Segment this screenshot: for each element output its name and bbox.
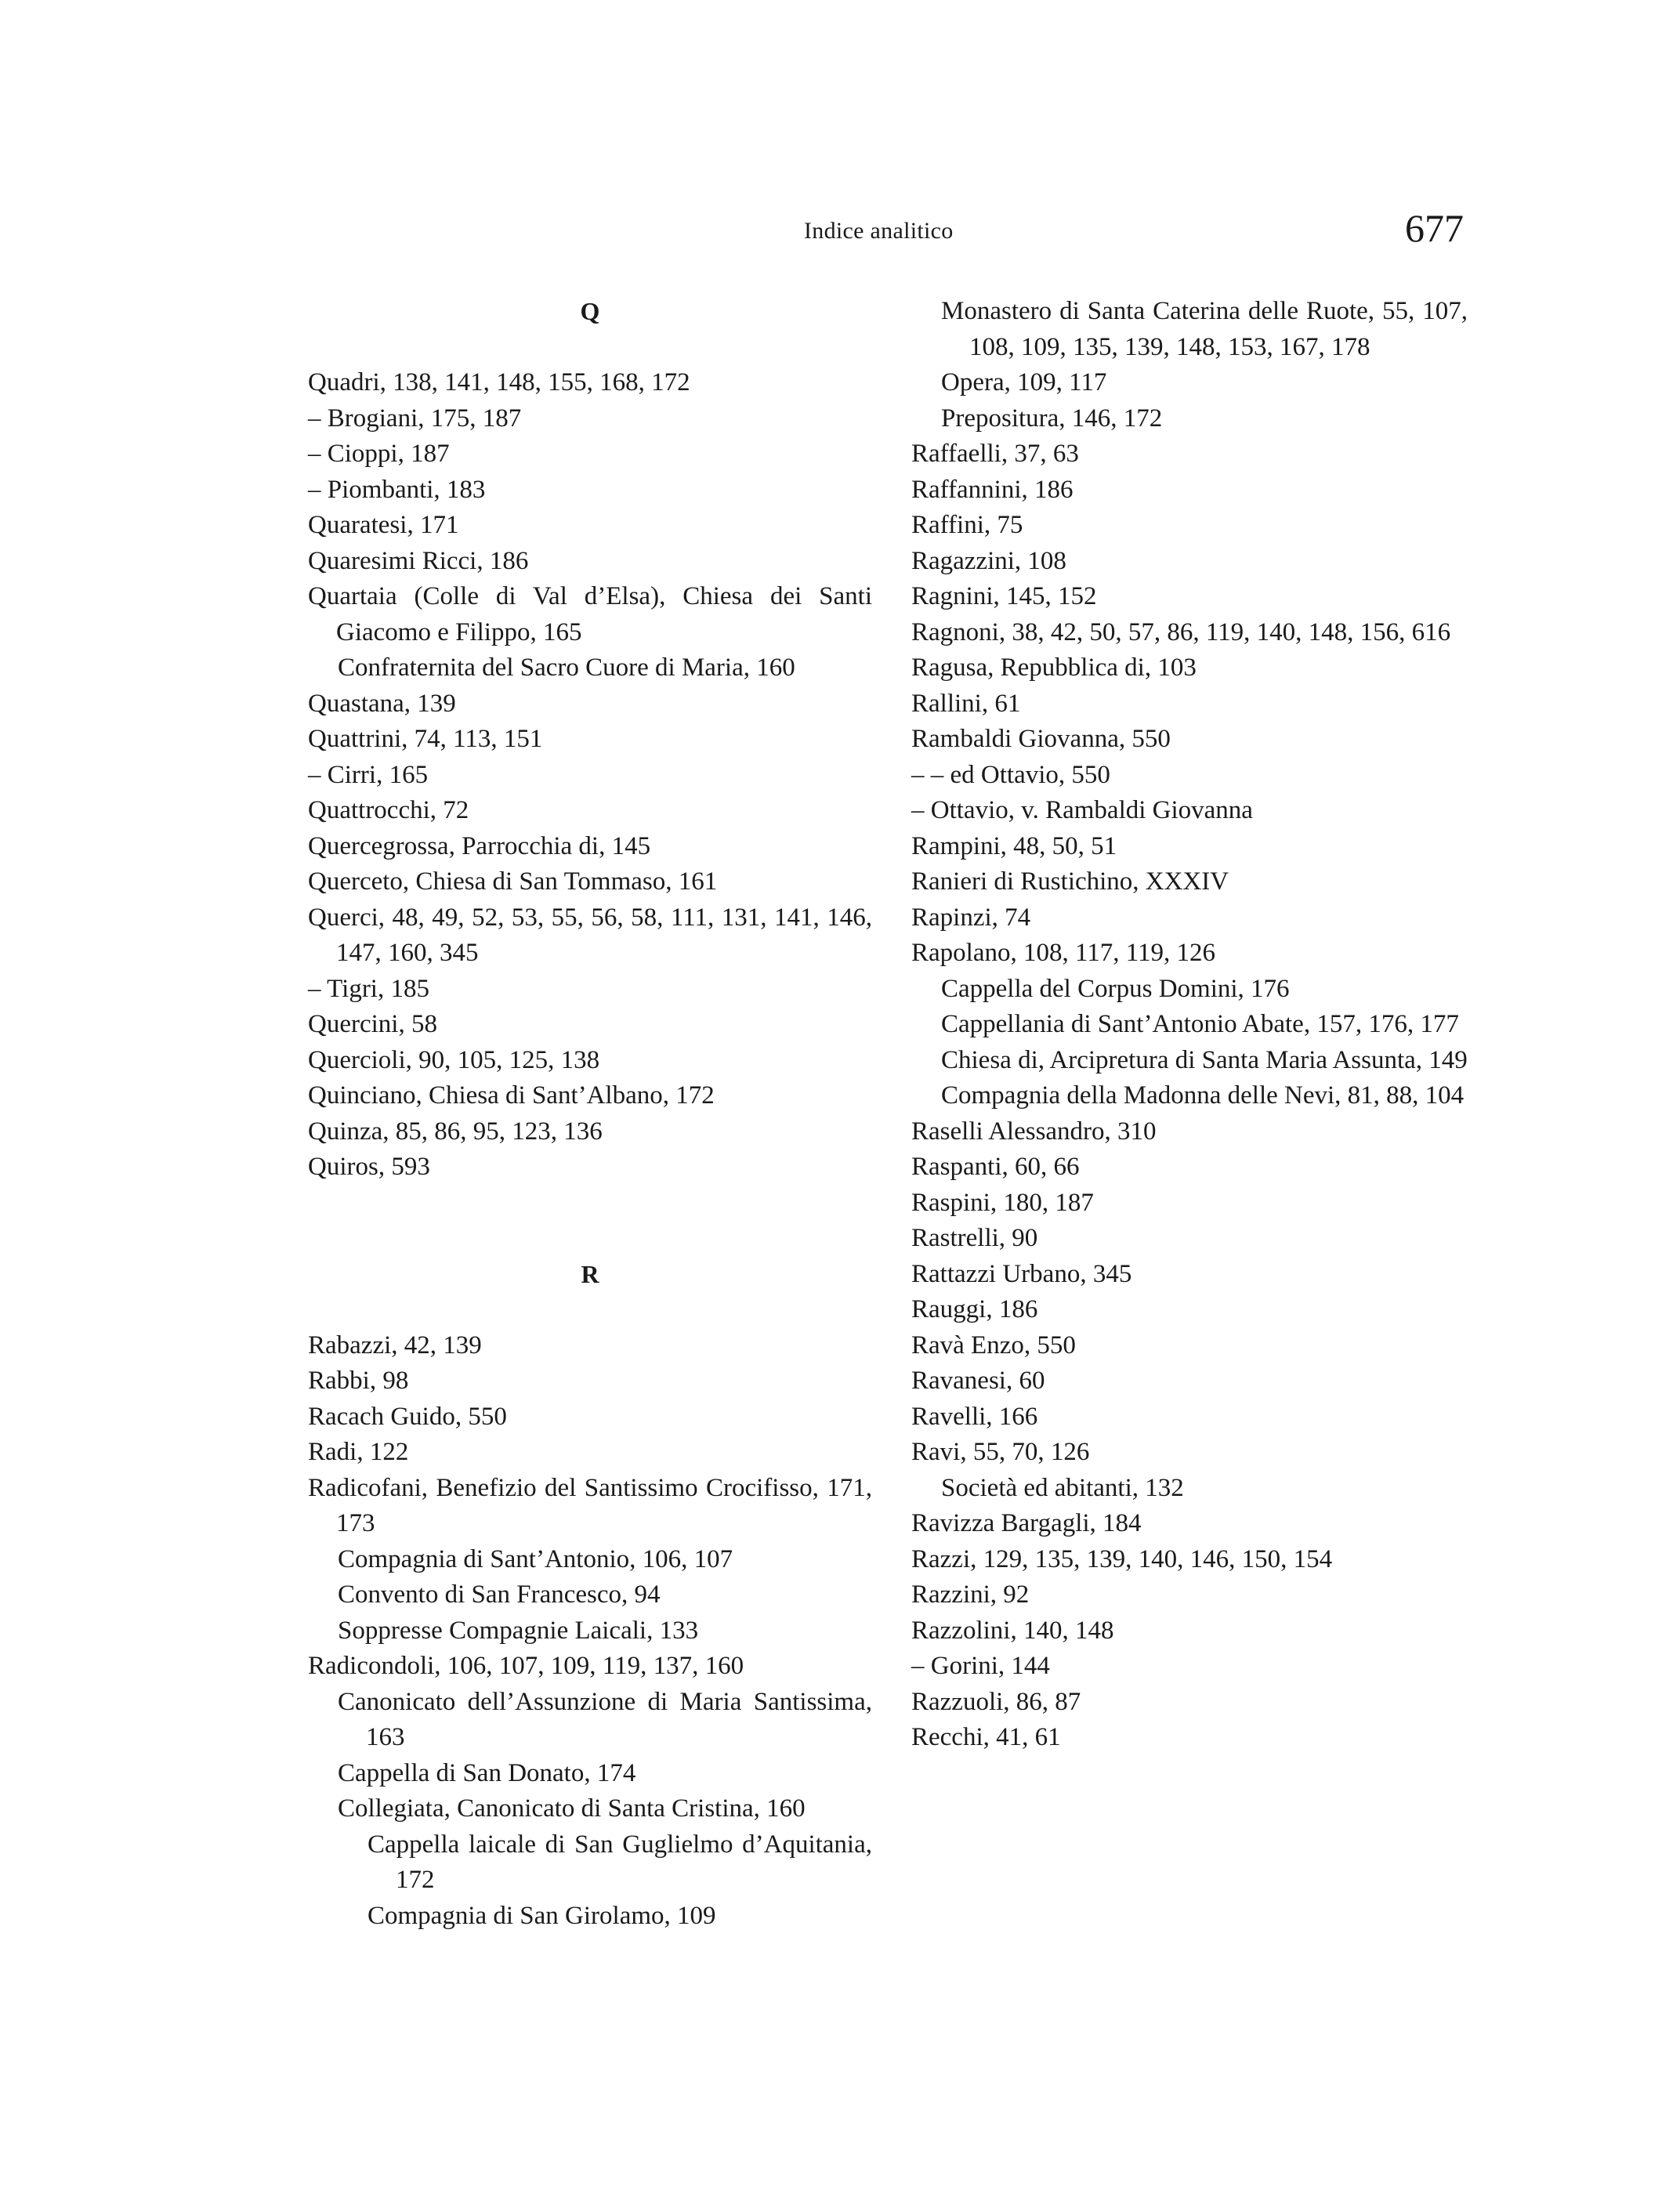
index-entry: Compagnia della Madonna delle Nevi, 81, 88, 104 <box>941 1081 1465 1110</box>
index-entry: Radicondoli, 106, 107, 109, 119, 137, 160 <box>308 1652 744 1680</box>
index-entry: Ranieri di Rustichino, XXXIV <box>911 867 1229 896</box>
index-entry: Razzuoli, 86, 87 <box>911 1687 1081 1716</box>
index-entry: Cappellania di Sant’Antonio Abate, 157, 176, 177 <box>941 1010 1459 1038</box>
index-entry: Rastrelli, 90 <box>911 1224 1038 1252</box>
index-entry: Quinza, 85, 86, 95, 123, 136 <box>308 1117 603 1146</box>
index-entry: Rambaldi Giovanna, 550 <box>911 725 1171 753</box>
index-entry: Cappella laicale di San Guglielmo d’Aquitania, 172 <box>368 1830 872 1894</box>
index-entry: Ravà Enzo, 550 <box>911 1331 1076 1359</box>
index-entry: – Cirri, 165 <box>308 760 429 789</box>
index-entry: – Ottavio, v. Rambaldi Giovanna <box>911 796 1253 824</box>
index-entry: Rampini, 48, 50, 51 <box>911 831 1117 860</box>
right-column <box>911 294 1468 1756</box>
index-entry: Quaresimi Ricci, 186 <box>308 546 529 575</box>
index-entry: Compagnia di Sant’Antonio, 106, 107 <box>338 1544 733 1573</box>
index-entry: – Cioppi, 187 <box>308 440 450 468</box>
index-entry: Rattazzi Urbano, 345 <box>911 1259 1132 1288</box>
index-entry: – – ed Ottavio, 550 <box>911 760 1110 789</box>
index-entry: Razzolini, 140, 148 <box>911 1616 1114 1645</box>
index-entry: Radi, 122 <box>308 1438 409 1466</box>
index-entry: Radicofani, Benefizio del Santissimo Crocifisso, 171, 173 <box>308 1473 872 1537</box>
index-entry: Ragazzini, 108 <box>911 546 1066 575</box>
index-entry: Cappella del Corpus Domini, 176 <box>941 974 1290 1003</box>
index-entry: Ravanesi, 60 <box>911 1367 1045 1395</box>
index-entry: Ravelli, 166 <box>911 1402 1038 1431</box>
index-entry: Chiesa di, Arcipretura di Santa Maria Assunta, 149 <box>941 1045 1468 1074</box>
section-letter-r: R <box>581 1259 599 1288</box>
running-title: Indice analitico <box>804 218 954 244</box>
index-entries-right <box>911 294 1468 1756</box>
index-entry: Rauggi, 186 <box>911 1295 1038 1323</box>
index-entry: Raspanti, 60, 66 <box>911 1153 1080 1181</box>
index-entry: Quiros, 593 <box>308 1153 430 1181</box>
index-entry: Rallini, 61 <box>911 689 1021 718</box>
index-entry: Quartaia (Colle di Val d’Elsa), Chiesa dei Santi Giacomo e Filippo, 165 <box>308 582 872 646</box>
index-entry: – Tigri, 185 <box>308 974 429 1003</box>
index-entry: Quadri, 138, 141, 148, 155, 168, 172 <box>308 368 690 396</box>
left-column <box>308 294 872 1934</box>
page-number: 677 <box>1405 206 1464 250</box>
index-entry: Quattrini, 74, 113, 151 <box>308 725 543 753</box>
index-entry: Querceto, Chiesa di San Tommaso, 161 <box>308 867 718 896</box>
index-entry: Raspini, 180, 187 <box>911 1188 1094 1217</box>
index-entry: Ravizza Bargagli, 184 <box>911 1509 1142 1537</box>
index-entry: Raffaelli, 37, 63 <box>911 440 1079 468</box>
index-entry: Convento di San Francesco, 94 <box>338 1580 661 1609</box>
index-entry: Prepositura, 146, 172 <box>941 404 1163 433</box>
index-entry: Rapinzi, 74 <box>911 903 1031 932</box>
index-entry: Quercioli, 90, 105, 125, 138 <box>308 1045 600 1074</box>
index-entry: Cappella di San Donato, 174 <box>338 1758 636 1787</box>
index-entry: Confraternita del Sacro Cuore di Maria, 160 <box>338 653 795 682</box>
index-entry: Quastana, 139 <box>308 689 456 718</box>
index-entry: Canonicato dell’Assunzione di Maria Santissima, 163 <box>338 1687 872 1751</box>
index-entry: Rabbi, 98 <box>308 1367 409 1395</box>
index-entry: Compagnia di San Girolamo, 109 <box>368 1901 716 1930</box>
index-entry: Monastero di Santa Caterina delle Ruote, 55, 107, 108, 109, 135, 139, 148, 153, 167, 178 <box>941 297 1468 361</box>
index-entry: Quattrocchi, 72 <box>308 796 469 824</box>
index-entry: Raffini, 75 <box>911 511 1023 539</box>
index-entries-r <box>308 1328 872 1935</box>
index-entries-q <box>308 365 872 1186</box>
index-entry: Ragusa, Repubblica di, 103 <box>911 653 1197 682</box>
index-entry: Quercini, 58 <box>308 1010 437 1038</box>
index-entry: – Brogiani, 175, 187 <box>308 404 522 433</box>
index-entry: Quercegrossa, Parrocchia di, 145 <box>308 831 651 860</box>
index-entry: Querci, 48, 49, 52, 53, 55, 56, 58, 111, 131, 141, 146, 147, 160, 345 <box>308 903 872 967</box>
section-letter-q: Q <box>580 297 600 325</box>
index-entry: Soppresse Compagnie Laicali, 133 <box>338 1616 699 1645</box>
index-entry: Società ed abitanti, 132 <box>941 1473 1184 1502</box>
index-entry: Ragnoni, 38, 42, 50, 57, 86, 119, 140, 148, 156, 616 <box>911 617 1451 646</box>
index-entry: Razzi, 129, 135, 139, 140, 146, 150, 154 <box>911 1544 1333 1573</box>
index-entry: Ravi, 55, 70, 126 <box>911 1438 1090 1466</box>
index-entry: Ragnini, 145, 152 <box>911 582 1097 610</box>
index-entry: Rapolano, 108, 117, 119, 126 <box>911 939 1216 967</box>
index-entry: Racach Guido, 550 <box>308 1402 507 1431</box>
index-entry: Razzini, 92 <box>911 1580 1030 1609</box>
index-entry: Quinciano, Chiesa di Sant’Albano, 172 <box>308 1081 715 1110</box>
index-entry: Recchi, 41, 61 <box>911 1723 1061 1751</box>
index-entry: Collegiata, Canonicato di Santa Cristina, 160 <box>338 1794 806 1823</box>
index-entry: Quaratesi, 171 <box>308 511 459 539</box>
index-entry: Opera, 109, 117 <box>941 368 1107 396</box>
index-entry: Rabazzi, 42, 139 <box>308 1331 482 1359</box>
index-entry: Raffannini, 186 <box>911 475 1074 504</box>
index-entry: – Gorini, 144 <box>911 1652 1050 1680</box>
index-entry: Raselli Alessandro, 310 <box>911 1117 1157 1146</box>
index-entry: – Piombanti, 183 <box>308 475 486 504</box>
